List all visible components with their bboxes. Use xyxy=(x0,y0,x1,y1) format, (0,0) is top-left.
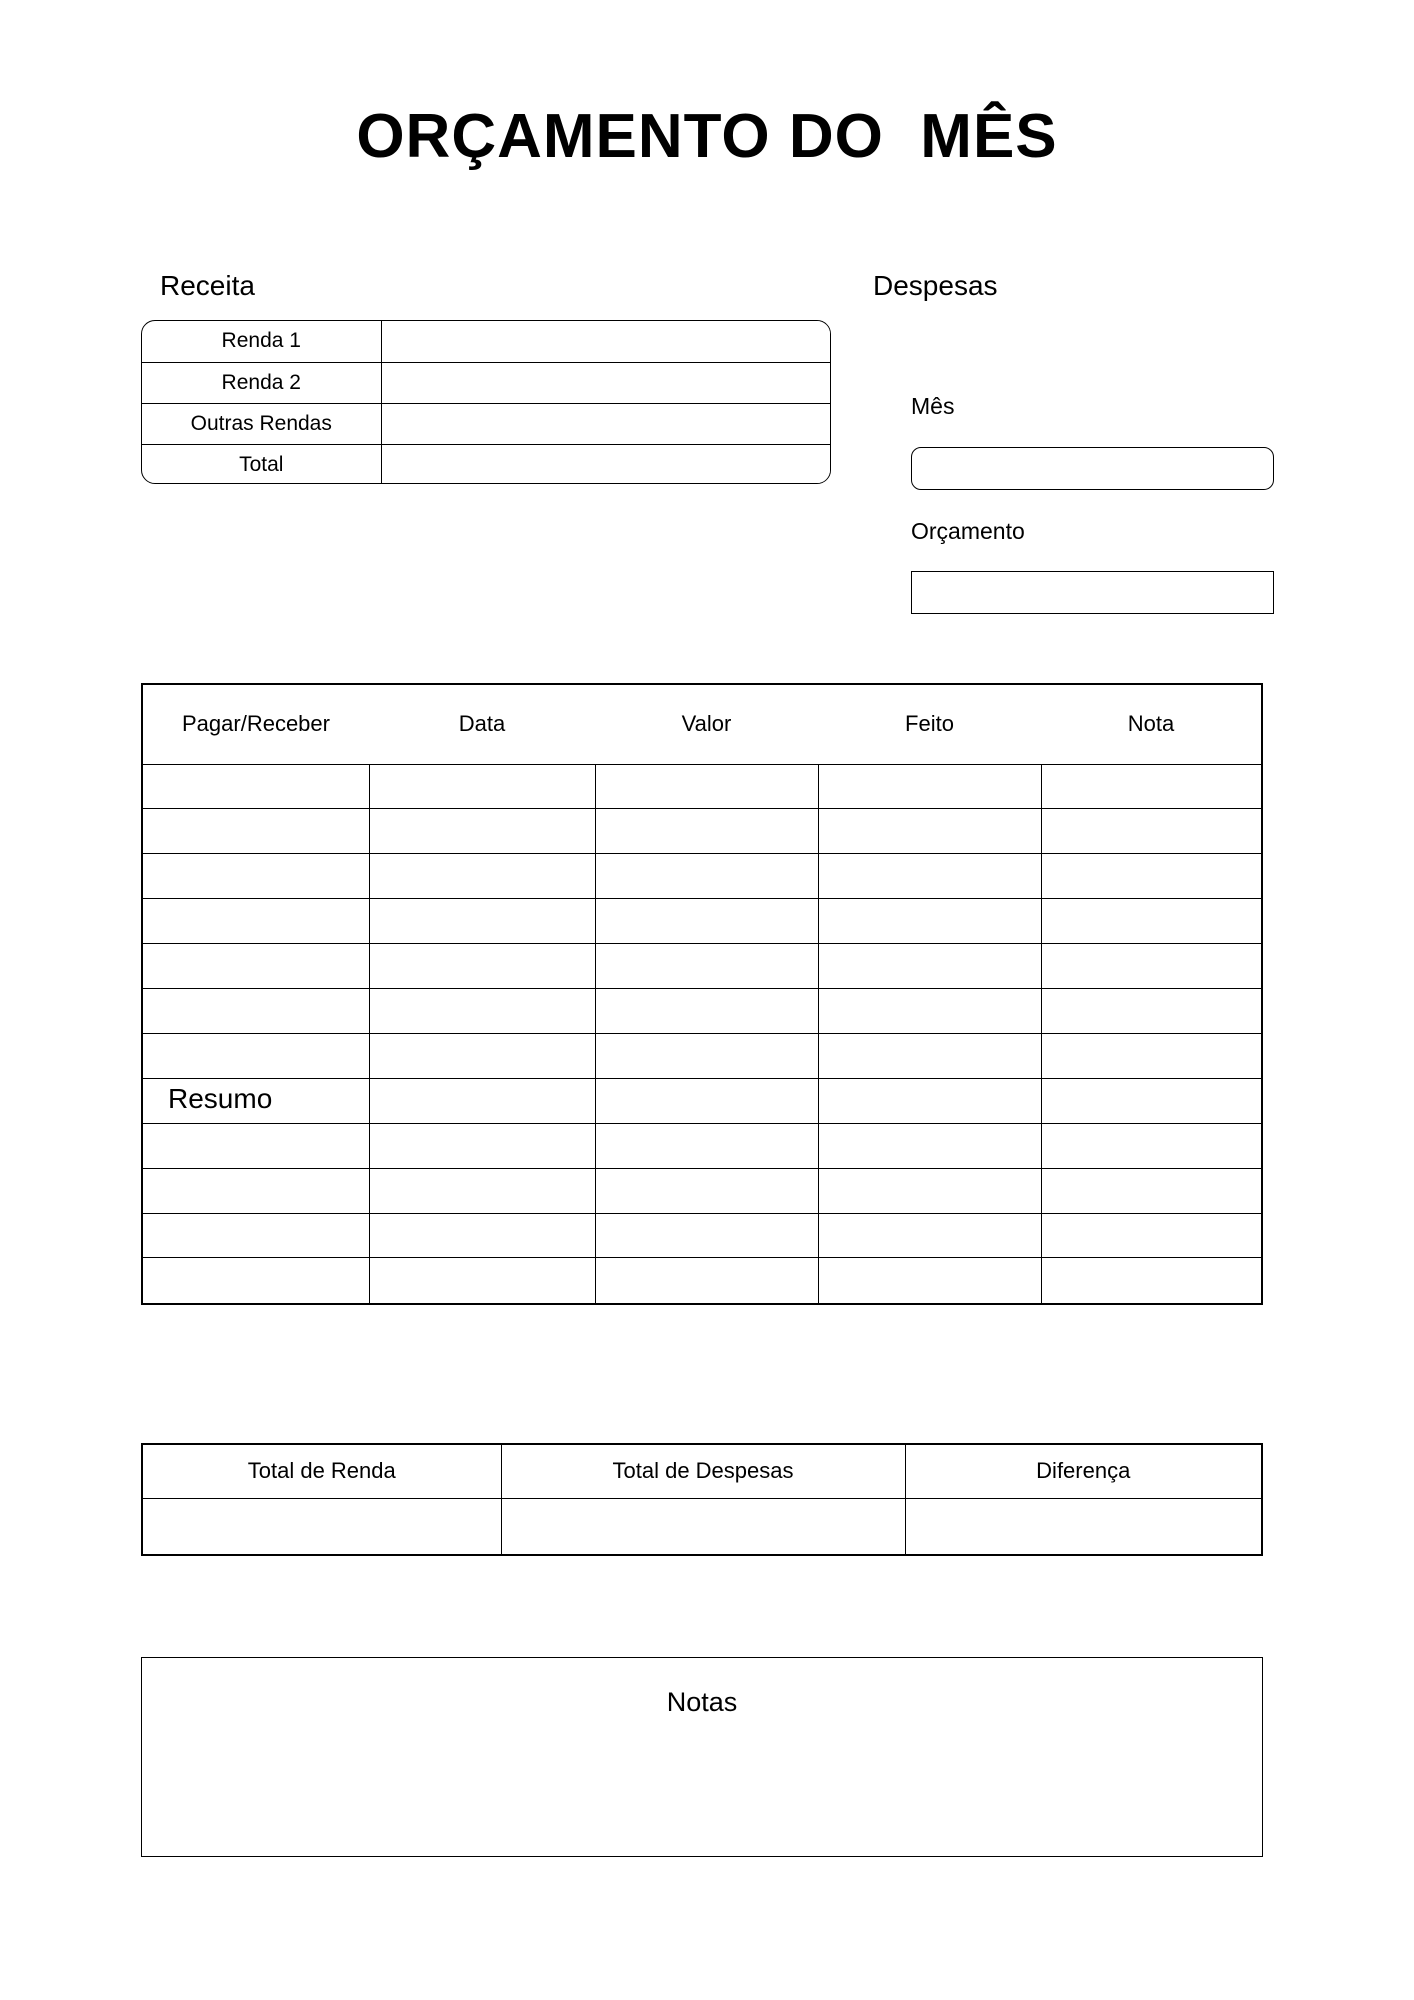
receita-table xyxy=(141,320,831,484)
receita-input-renda-1[interactable] xyxy=(381,321,830,362)
ledger-cell[interactable] xyxy=(1041,854,1261,899)
despesas-section-heading: Despesas xyxy=(873,270,998,301)
ledger-cell[interactable] xyxy=(818,1213,1041,1258)
ledger-cell[interactable] xyxy=(143,899,369,944)
table-row xyxy=(143,944,1261,989)
notas-box[interactable] xyxy=(141,1657,1263,1857)
receita-label-renda-1: Renda 1 xyxy=(142,321,381,362)
ledger-header-row xyxy=(143,685,1261,764)
ledger-cell[interactable] xyxy=(595,764,818,809)
ledger-cell[interactable] xyxy=(143,1123,369,1168)
ledger-cell[interactable] xyxy=(1041,1168,1261,1213)
ledger-cell[interactable] xyxy=(818,1123,1041,1168)
receita-input-renda-2[interactable] xyxy=(381,362,830,403)
resumo-table xyxy=(141,1443,1263,1556)
ledger-cell[interactable] xyxy=(818,1168,1041,1213)
ledger-cell[interactable] xyxy=(595,989,818,1034)
table-row xyxy=(142,403,830,444)
column-header-total-de-despesas: Total de Despesas xyxy=(501,1445,905,1498)
ledger-cell[interactable] xyxy=(143,1168,369,1213)
ledger-cell[interactable] xyxy=(818,1078,1041,1123)
receita-label-outras-rendas: Outras Rendas xyxy=(142,403,381,444)
ledger-cell[interactable] xyxy=(818,1033,1041,1078)
ledger-cell[interactable] xyxy=(1041,1213,1261,1258)
ledger-cell[interactable] xyxy=(369,944,595,989)
ledger-cell[interactable] xyxy=(595,1258,818,1303)
table-row xyxy=(143,989,1261,1034)
ledger-cell[interactable] xyxy=(1041,1258,1261,1303)
ledger-cell[interactable] xyxy=(369,764,595,809)
table-row xyxy=(143,809,1261,854)
ledger-cell[interactable] xyxy=(143,1213,369,1258)
ledger-cell[interactable] xyxy=(595,809,818,854)
ledger-cell[interactable] xyxy=(369,1168,595,1213)
ledger-cell[interactable] xyxy=(369,1213,595,1258)
resumo-input-total-de-despesas[interactable] xyxy=(501,1498,905,1554)
ledger-cell[interactable] xyxy=(818,989,1041,1034)
ledger-cell[interactable] xyxy=(143,854,369,899)
resumo-input-total-de-renda[interactable] xyxy=(143,1498,501,1554)
ledger-table xyxy=(141,683,1263,1305)
table-row xyxy=(143,1033,1261,1078)
column-header-total-de-renda: Total de Renda xyxy=(143,1445,501,1498)
resumo-section-heading: Resumo xyxy=(168,1083,273,1114)
ledger-cell[interactable] xyxy=(369,1123,595,1168)
ledger-cell[interactable] xyxy=(818,944,1041,989)
receita-input-outras-rendas[interactable] xyxy=(381,403,830,444)
ledger-cell[interactable] xyxy=(1041,764,1261,809)
table-row xyxy=(143,854,1261,899)
orcamento-input[interactable] xyxy=(911,571,1274,614)
ledger-cell[interactable] xyxy=(595,1033,818,1078)
receita-section-heading: Receita xyxy=(160,270,255,301)
resumo-input-diferenca[interactable] xyxy=(905,1498,1261,1554)
ledger-cell[interactable] xyxy=(818,854,1041,899)
ledger-cell[interactable] xyxy=(143,764,369,809)
page-title: ORÇAMENTO DO MÊS xyxy=(356,102,1058,171)
column-header-nota: Nota xyxy=(1041,685,1261,764)
ledger-cell[interactable] xyxy=(1041,1033,1261,1078)
ledger-cell[interactable] xyxy=(595,1123,818,1168)
table-row xyxy=(142,362,830,403)
ledger-cell[interactable] xyxy=(595,1213,818,1258)
table-row xyxy=(143,1123,1261,1168)
ledger-cell[interactable] xyxy=(1041,809,1261,854)
ledger-cell[interactable] xyxy=(818,809,1041,854)
ledger-cell[interactable] xyxy=(1041,1078,1261,1123)
ledger-cell[interactable] xyxy=(369,1078,595,1123)
ledger-cell[interactable] xyxy=(369,1258,595,1303)
ledger-cell[interactable] xyxy=(1041,989,1261,1034)
resumo-header-row xyxy=(143,1445,1261,1498)
mes-field-label: Mês xyxy=(911,393,955,419)
ledger-cell[interactable] xyxy=(369,1033,595,1078)
column-header-diferenca: Diferença xyxy=(905,1445,1261,1498)
ledger-cell[interactable] xyxy=(595,1078,818,1123)
receita-label-renda-2: Renda 2 xyxy=(142,362,381,403)
table-row xyxy=(142,444,830,484)
table-row xyxy=(143,1168,1261,1213)
ledger-cell[interactable] xyxy=(143,1258,369,1303)
ledger-cell[interactable] xyxy=(1041,1123,1261,1168)
table-row xyxy=(143,1078,1261,1123)
ledger-cell[interactable] xyxy=(1041,944,1261,989)
ledger-cell[interactable] xyxy=(595,899,818,944)
ledger-cell[interactable] xyxy=(595,854,818,899)
resumo-value-row xyxy=(143,1498,1261,1554)
ledger-cell[interactable] xyxy=(143,989,369,1034)
ledger-cell[interactable] xyxy=(1041,899,1261,944)
column-header-feito: Feito xyxy=(818,685,1041,764)
receita-label-total: Total xyxy=(142,444,381,484)
column-header-data: Data xyxy=(369,685,595,764)
ledger-cell[interactable] xyxy=(143,809,369,854)
ledger-cell[interactable] xyxy=(818,1258,1041,1303)
ledger-cell[interactable] xyxy=(818,764,1041,809)
ledger-cell[interactable] xyxy=(143,944,369,989)
mes-input[interactable] xyxy=(911,447,1274,490)
ledger-cell[interactable] xyxy=(369,854,595,899)
table-row xyxy=(143,899,1261,944)
ledger-cell[interactable] xyxy=(595,1168,818,1213)
ledger-cell[interactable] xyxy=(143,1033,369,1078)
ledger-cell[interactable] xyxy=(818,899,1041,944)
ledger-cell[interactable] xyxy=(369,809,595,854)
notas-title: Notas xyxy=(666,1687,738,1717)
table-row xyxy=(143,764,1261,809)
column-header-valor: Valor xyxy=(595,685,818,764)
column-header-pagar-receber: Pagar/Receber xyxy=(143,685,369,764)
table-row xyxy=(143,1258,1261,1303)
table-row xyxy=(143,1213,1261,1258)
table-row xyxy=(142,321,830,362)
orcamento-field-label: Orçamento xyxy=(911,518,1025,544)
receita-input-total[interactable] xyxy=(381,444,830,484)
ledger-cell[interactable] xyxy=(595,944,818,989)
ledger-cell[interactable] xyxy=(369,989,595,1034)
ledger-cell[interactable] xyxy=(369,899,595,944)
